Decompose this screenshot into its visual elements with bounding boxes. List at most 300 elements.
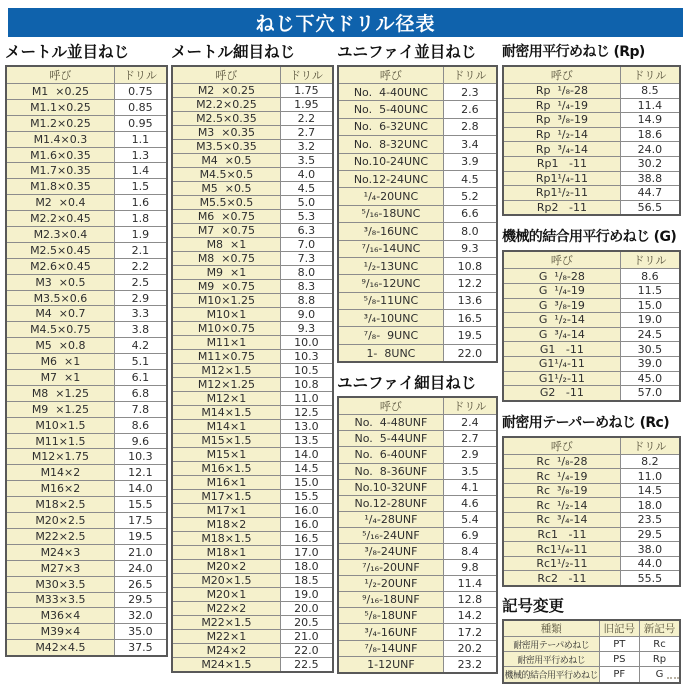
thread-name-cell: M1.8×0.35 — [6, 179, 114, 195]
value-cell: 17.5 — [114, 513, 167, 529]
table-row — [338, 240, 497, 257]
value-cell: 8.8 — [280, 294, 333, 308]
thread-name-cell: M2.5×0.45 — [6, 242, 114, 258]
thread-name-cell: M4.5×0.5 — [172, 168, 280, 182]
table-row — [338, 527, 497, 543]
value-cell: 4.5 — [280, 182, 333, 196]
thread-name-cell: 機械的結合用平行めねじ — [503, 667, 599, 683]
table-row — [172, 364, 333, 378]
thread-name-cell: G1 -11 — [503, 342, 620, 357]
value-cell: 15.5 — [280, 490, 333, 504]
thread-name-cell: No. 8-32UNC — [338, 136, 443, 153]
value-cell: 3.4 — [443, 136, 497, 153]
value-cell: 0.75 — [114, 84, 167, 100]
table-metric-coarse — [5, 65, 168, 657]
thread-name-cell: M5.5×0.5 — [172, 196, 280, 210]
value-cell: 18.6 — [620, 127, 680, 142]
table-row — [6, 417, 167, 433]
thread-name-cell: M24×2 — [172, 644, 280, 658]
value-cell: 3.9 — [443, 153, 497, 170]
value-cell: 2.4 — [443, 415, 497, 431]
thread-name-cell: No. 4-40UNC — [338, 84, 443, 101]
table-row — [6, 528, 167, 544]
table-row — [172, 252, 333, 266]
table-row — [172, 182, 333, 196]
table-row — [338, 310, 497, 327]
thread-name-cell: ¹/₄-20UNC — [338, 188, 443, 205]
thread-name-cell: M7 ×0.75 — [172, 224, 280, 238]
table-row — [503, 156, 680, 171]
value-cell: 39.0 — [620, 356, 680, 371]
value-cell: 8.4 — [443, 544, 497, 560]
thread-name-cell: ⁵/₈-11UNC — [338, 292, 443, 309]
value-cell: 1.95 — [280, 98, 333, 112]
table-row — [338, 640, 497, 656]
thread-name-cell: M9 ×1 — [172, 266, 280, 280]
thread-name-cell: M24×3 — [6, 544, 114, 560]
thread-name-cell: Rc ¹/₂-14 — [503, 498, 620, 513]
thread-name-cell: M11×1 — [172, 336, 280, 350]
table-row — [503, 342, 680, 357]
thread-name-cell: No. 8-36UNF — [338, 463, 443, 479]
value-cell: 45.0 — [620, 371, 680, 386]
value-cell: 8.2 — [620, 454, 680, 469]
table-row — [503, 313, 680, 328]
table-row — [338, 136, 497, 153]
value-cell: 29.5 — [114, 592, 167, 608]
table-row — [503, 513, 680, 528]
table-row — [172, 308, 333, 322]
value-cell: 13.6 — [443, 292, 497, 309]
table-row — [172, 658, 333, 673]
table-row — [338, 656, 497, 673]
value-cell: 2.1 — [114, 242, 167, 258]
value-cell: G — [640, 667, 680, 683]
col-header-drill: ドリル — [620, 437, 680, 455]
value-cell: 20.0 — [280, 602, 333, 616]
thread-name-cell: No. 5-44UNF — [338, 431, 443, 447]
table-row — [6, 592, 167, 608]
value-cell: 56.5 — [620, 200, 680, 215]
table-row — [172, 168, 333, 182]
col-header-drill: ドリル — [280, 66, 333, 84]
value-cell: 30.2 — [620, 156, 680, 171]
table-row — [172, 378, 333, 392]
thread-name-cell: Rc1¹/₂-11 — [503, 556, 620, 571]
value-cell: 9.3 — [280, 322, 333, 336]
col-header-drill: ドリル — [620, 251, 680, 269]
thread-name-cell: ³/₄-10UNC — [338, 310, 443, 327]
value-cell: 19.5 — [443, 327, 497, 344]
thread-name-cell: G ³/₄-14 — [503, 327, 620, 342]
value-cell: 32.0 — [114, 608, 167, 624]
thread-name-cell: M42×4.5 — [6, 640, 114, 656]
header-row — [503, 66, 680, 84]
value-cell: 20.2 — [443, 640, 497, 656]
value-cell: 4.2 — [114, 338, 167, 354]
table-row — [503, 542, 680, 557]
thread-name-cell: M5 ×0.5 — [172, 182, 280, 196]
value-cell: 22.0 — [443, 344, 497, 362]
table-row — [338, 495, 497, 511]
value-cell: 5.0 — [280, 196, 333, 210]
thread-name-cell: M8 ×1 — [172, 238, 280, 252]
thread-name-cell: M17×1 — [172, 504, 280, 518]
table-row — [172, 112, 333, 126]
section-title-symbol-change: 記号変更 — [502, 597, 565, 616]
column-metric-fine — [171, 42, 334, 673]
thread-name-cell: No. 6-32UNC — [338, 118, 443, 135]
thread-name-cell: M6 ×1 — [6, 354, 114, 370]
thread-name-cell: M12×1.75 — [6, 449, 114, 465]
table-row — [172, 196, 333, 210]
thread-name-cell: M22×1 — [172, 630, 280, 644]
thread-name-cell: M1.7×0.35 — [6, 163, 114, 179]
table-unified-coarse — [337, 65, 498, 363]
header-row — [338, 66, 497, 84]
value-cell: 10.3 — [114, 449, 167, 465]
value-cell: 2.2 — [114, 258, 167, 274]
value-cell: 57.0 — [620, 386, 680, 401]
thread-name-cell: M3 ×0.5 — [6, 274, 114, 290]
table-row — [172, 574, 333, 588]
table-row — [6, 354, 167, 370]
header-row — [172, 66, 333, 84]
table-row — [172, 154, 333, 168]
value-cell: 3.2 — [280, 140, 333, 154]
value-cell: 44.0 — [620, 556, 680, 571]
cropped-page-number — [667, 677, 679, 679]
table-row — [6, 147, 167, 163]
table-row — [338, 415, 497, 431]
value-cell: 14.5 — [620, 483, 680, 498]
value-cell: Rp — [640, 652, 680, 667]
table-row — [338, 344, 497, 362]
table-row — [503, 483, 680, 498]
value-cell: 2.7 — [280, 126, 333, 140]
thread-name-cell: Rp ³/₄-14 — [503, 142, 620, 157]
value-cell: 1.3 — [114, 147, 167, 163]
thread-name-cell: Rp ¹/₈-28 — [503, 84, 620, 99]
table-row — [338, 101, 497, 118]
table-row — [6, 401, 167, 417]
table-row — [172, 504, 333, 518]
value-cell: 12.1 — [114, 465, 167, 481]
thread-name-cell: Rp1¹/₂-11 — [503, 186, 620, 201]
thread-name-cell: M20×1.5 — [172, 574, 280, 588]
value-cell: 24.0 — [620, 142, 680, 157]
thread-name-cell: ⁹/₁₆-12UNC — [338, 275, 443, 292]
table-row — [503, 637, 680, 652]
value-cell: 8.5 — [620, 84, 680, 99]
value-cell: 18.0 — [280, 560, 333, 574]
thread-name-cell: M39×4 — [6, 624, 114, 640]
value-cell: 6.3 — [280, 224, 333, 238]
table-row — [338, 431, 497, 447]
value-cell: 1.75 — [280, 84, 333, 98]
thread-name-cell: 1- 8UNC — [338, 344, 443, 362]
table-row — [503, 371, 680, 386]
table-row — [503, 200, 680, 215]
thread-name-cell: Rp1 -11 — [503, 156, 620, 171]
thread-name-cell: G ¹/₈-28 — [503, 269, 620, 284]
table-row — [172, 448, 333, 462]
value-cell: 11.4 — [443, 576, 497, 592]
table-row — [6, 227, 167, 243]
col-header-name: 呼び — [6, 66, 114, 84]
table-row — [338, 223, 497, 240]
value-cell: 10.8 — [443, 257, 497, 274]
value-cell: 16.5 — [280, 532, 333, 546]
thread-name-cell: M10×1.5 — [6, 417, 114, 433]
col-header-drill: ドリル — [620, 66, 680, 84]
thread-name-cell: M33×3.5 — [6, 592, 114, 608]
thread-name-cell: M15×1 — [172, 448, 280, 462]
table-row — [6, 513, 167, 529]
thread-name-cell: M14×1 — [172, 420, 280, 434]
thread-name-cell: Rc1 -11 — [503, 527, 620, 542]
thread-name-cell: M12×1.25 — [172, 378, 280, 392]
thread-name-cell: G ³/₈-19 — [503, 298, 620, 313]
thread-name-cell: M3 ×0.35 — [172, 126, 280, 140]
value-cell: 35.0 — [114, 624, 167, 640]
table-row — [6, 449, 167, 465]
table-row — [172, 532, 333, 546]
thread-name-cell: ⁷/₈- 9UNC — [338, 327, 443, 344]
table-row — [503, 327, 680, 342]
table-row — [503, 171, 680, 186]
value-cell: 8.0 — [443, 223, 497, 240]
value-cell: 1.9 — [114, 227, 167, 243]
table-row — [172, 588, 333, 602]
thread-name-cell: M12×1.5 — [172, 364, 280, 378]
value-cell: 6.6 — [443, 205, 497, 222]
table-row — [6, 322, 167, 338]
table-row — [503, 298, 680, 313]
table-row — [503, 283, 680, 298]
table-row — [503, 142, 680, 157]
section-title-unified-coarse: ユニファイ並目ねじ — [337, 43, 477, 61]
page-title-text: ねじ下穴ドリル径表 — [255, 13, 436, 35]
value-cell: 8.6 — [114, 417, 167, 433]
value-cell: 11.0 — [620, 469, 680, 484]
value-cell: 5.4 — [443, 511, 497, 527]
table-row — [503, 652, 680, 667]
value-cell: 7.8 — [114, 401, 167, 417]
table-row — [503, 556, 680, 571]
page-title — [8, 8, 683, 37]
table-row — [6, 242, 167, 258]
value-cell: 9.6 — [114, 433, 167, 449]
value-cell: 21.0 — [114, 544, 167, 560]
table-row — [6, 163, 167, 179]
value-cell: 20.5 — [280, 616, 333, 630]
value-cell: 1.5 — [114, 179, 167, 195]
value-cell: 16.0 — [280, 518, 333, 532]
col-header-drill: ドリル — [443, 397, 497, 415]
value-cell: 21.0 — [280, 630, 333, 644]
table-row — [338, 257, 497, 274]
value-cell: 24.0 — [114, 560, 167, 576]
thread-name-cell: M22×2 — [172, 602, 280, 616]
table-row — [172, 98, 333, 112]
value-cell: 24.5 — [620, 327, 680, 342]
value-cell: 12.2 — [443, 275, 497, 292]
thread-name-cell: No.10-24UNC — [338, 153, 443, 170]
col-header-name: 呼び — [338, 66, 443, 84]
value-cell: 10.3 — [280, 350, 333, 364]
table-row — [6, 274, 167, 290]
thread-name-cell: M22×2.5 — [6, 528, 114, 544]
value-cell: 5.2 — [443, 188, 497, 205]
value-cell: 10.8 — [280, 378, 333, 392]
thread-name-cell: M27×3 — [6, 560, 114, 576]
value-cell: 14.2 — [443, 608, 497, 624]
table-row — [6, 195, 167, 211]
value-cell: 15.5 — [114, 497, 167, 513]
thread-name-cell: M17×1.5 — [172, 490, 280, 504]
value-cell: 4.0 — [280, 168, 333, 182]
column-metric-coarse — [5, 42, 168, 657]
value-cell: 14.0 — [280, 448, 333, 462]
table-row — [6, 99, 167, 115]
thread-name-cell: G1¹/₂-11 — [503, 371, 620, 386]
table-row — [503, 571, 680, 586]
table-rc — [502, 436, 681, 587]
table-row — [172, 476, 333, 490]
thread-name-cell: M6 ×0.75 — [172, 210, 280, 224]
thread-name-cell: ¹/₂-20UNF — [338, 576, 443, 592]
thread-name-cell: M10×1 — [172, 308, 280, 322]
table-row — [172, 294, 333, 308]
value-cell: 2.9 — [443, 447, 497, 463]
table-row — [338, 624, 497, 640]
table-row — [338, 511, 497, 527]
value-cell: 2.8 — [443, 118, 497, 135]
col-header-name: 呼び — [338, 397, 443, 415]
value-cell: 17.2 — [443, 624, 497, 640]
table-row — [172, 616, 333, 630]
table-row — [172, 210, 333, 224]
thread-name-cell: No.12-28UNF — [338, 495, 443, 511]
thread-name-cell: M16×2 — [6, 481, 114, 497]
table-row — [338, 463, 497, 479]
table-row — [172, 238, 333, 252]
value-cell: 23.2 — [443, 656, 497, 673]
table-row — [6, 481, 167, 497]
table-row — [6, 211, 167, 227]
col-header-name: 呼び — [503, 66, 620, 84]
value-cell: 6.1 — [114, 370, 167, 386]
thread-name-cell: M1.2×0.25 — [6, 115, 114, 131]
value-cell: 9.3 — [443, 240, 497, 257]
section-title-metric-coarse: メートル並目ねじ — [5, 43, 130, 61]
thread-name-cell: G ¹/₄-19 — [503, 283, 620, 298]
value-cell: 9.0 — [280, 308, 333, 322]
value-cell: 19.0 — [280, 588, 333, 602]
thread-name-cell: Rc ¹/₈-28 — [503, 454, 620, 469]
value-cell: 11.0 — [280, 392, 333, 406]
table-row — [172, 224, 333, 238]
thread-name-cell: M2 ×0.4 — [6, 195, 114, 211]
thread-name-cell: M1.1×0.25 — [6, 99, 114, 115]
table-row — [338, 118, 497, 135]
thread-name-cell: No.10-32UNF — [338, 479, 443, 495]
table-row — [6, 608, 167, 624]
table-row — [338, 153, 497, 170]
header-row — [503, 251, 680, 269]
table-row — [172, 280, 333, 294]
thread-name-cell: M2.5×0.35 — [172, 112, 280, 126]
value-cell: 30.5 — [620, 342, 680, 357]
value-cell: 7.0 — [280, 238, 333, 252]
table-row — [172, 350, 333, 364]
thread-name-cell: ⁷/₁₆-20UNF — [338, 560, 443, 576]
table-row — [6, 433, 167, 449]
table-row — [172, 84, 333, 98]
table-row — [338, 447, 497, 463]
col-header-name: 呼び — [172, 66, 280, 84]
thread-name-cell: M1.6×0.35 — [6, 147, 114, 163]
thread-name-cell: M24×1.5 — [172, 658, 280, 673]
thread-name-cell: M7 ×1 — [6, 370, 114, 386]
value-cell: 38.8 — [620, 171, 680, 186]
thread-name-cell: ⁵/₈-18UNF — [338, 608, 443, 624]
table-row — [338, 275, 497, 292]
value-cell: 16.0 — [280, 504, 333, 518]
thread-name-cell: M5 ×0.8 — [6, 338, 114, 354]
table-row — [172, 126, 333, 140]
thread-name-cell: Rc1¹/₄-11 — [503, 542, 620, 557]
thread-name-cell: M2 ×0.25 — [172, 84, 280, 98]
value-cell: 9.8 — [443, 560, 497, 576]
table-row — [503, 356, 680, 371]
thread-name-cell: ⁵/₁₆-24UNF — [338, 527, 443, 543]
thread-name-cell: No. 5-40UNC — [338, 101, 443, 118]
value-cell: 8.6 — [620, 269, 680, 284]
value-cell: 1.6 — [114, 195, 167, 211]
table-row — [503, 527, 680, 542]
thread-name-cell: M20×2.5 — [6, 513, 114, 529]
thread-name-cell: Rc ¹/₄-19 — [503, 469, 620, 484]
value-cell: 18.5 — [280, 574, 333, 588]
section-title-metric-fine: メートル細目ねじ — [171, 43, 296, 61]
table-row — [503, 469, 680, 484]
value-cell: PS — [599, 652, 639, 667]
table-rp — [502, 65, 681, 216]
thread-name-cell: M8 ×0.75 — [172, 252, 280, 266]
table-row — [172, 462, 333, 476]
col-header-name: 呼び — [503, 437, 620, 455]
value-cell: 2.9 — [114, 290, 167, 306]
value-cell: 0.95 — [114, 115, 167, 131]
value-cell: 5.3 — [280, 210, 333, 224]
thread-name-cell: G2 -11 — [503, 386, 620, 401]
table-row — [6, 385, 167, 401]
value-cell: 12.5 — [280, 406, 333, 420]
value-cell: 15.0 — [280, 476, 333, 490]
table-row — [6, 465, 167, 481]
thread-name-cell: M4 ×0.7 — [6, 306, 114, 322]
table-row — [172, 630, 333, 644]
col-header-drill: ドリル — [114, 66, 167, 84]
value-cell: 1.4 — [114, 163, 167, 179]
table-row — [6, 306, 167, 322]
value-cell: 26.5 — [114, 576, 167, 592]
table-row — [503, 269, 680, 284]
value-cell: 2.7 — [443, 431, 497, 447]
col-header-drill: ドリル — [443, 66, 497, 84]
